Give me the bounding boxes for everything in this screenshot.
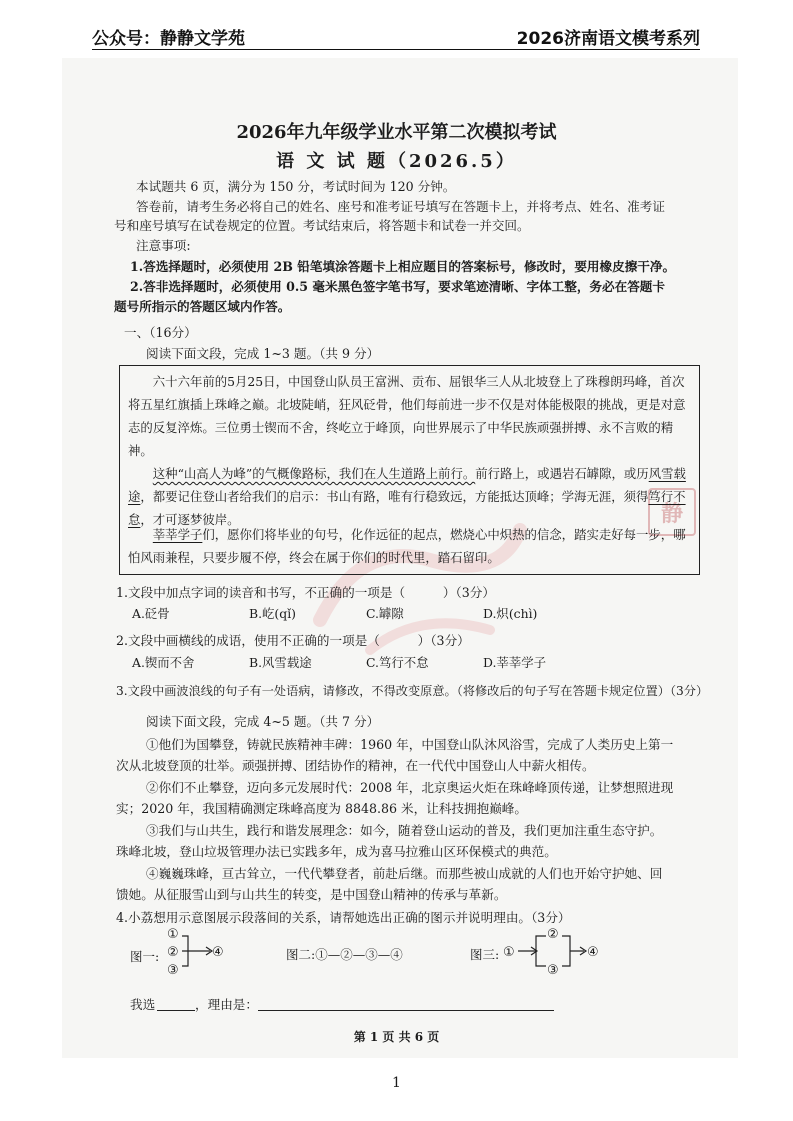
figure-3-label: 图三: (470, 947, 500, 962)
header-right: 2026济南语文模考系列 (516, 29, 700, 49)
rule-2b: 题号所指示的答题区域内作答。 (114, 299, 291, 314)
red-stamp: 静 (648, 488, 696, 536)
intro-line-2a: 答卷前，请考生务必将自己的姓名、座号和准考证号填写在答题卡上，并将考点、姓名、准考证 (136, 199, 665, 214)
option-d: D.炽(chì) (483, 606, 538, 621)
fig3-fork-arrow-icon (516, 928, 550, 974)
top-header (92, 24, 700, 50)
underlined-idiom-2: 风雪载途 (128, 466, 686, 504)
section-2-instruction: 阅读下面文段，完成 4~5 题。（共 7 分） (146, 714, 380, 729)
question-3-stem: 3.文段中画波浪线的句子有一处语病，请修改，不得改变原意。（将修改后的句子写在答题卡规定位置）（3分） (116, 684, 709, 698)
figure-1-label: 图一: (130, 949, 160, 964)
para-4b: 馈她。从征服雪山到与山共生的转变，是中国登山精神的传承与革新。 (116, 887, 507, 902)
fig1-node-1: ① (167, 927, 179, 942)
fig3-node-3: ③ (547, 963, 559, 978)
para-3b: 珠峰北坡，登山垃圾管理办法已实践多年，成为喜马拉雅山区环保模式的典范。 (116, 844, 557, 859)
fig3-node-1: ① (503, 945, 515, 960)
exam-title: 2026年九年级学业水平第二次模拟考试 (236, 122, 557, 143)
para-2a: ②你们不止攀登，迈向多元发展时代：2008 年，北京奥运火炬在珠峰峰顶传递，让梦想照进现 (146, 780, 674, 795)
underlined-idiom-4: 莘莘学子 (152, 527, 203, 542)
fig1-node-2: ② (167, 945, 179, 960)
question-4-stem: 4.小荔想用示意图展示段落间的关系，请帮她选出正确的图示并说明理由。（3分） (116, 910, 571, 925)
fig3-merge-arrow-icon (562, 928, 588, 974)
para-4a: ④巍巍珠峰，亘古耸立，一代代攀登者，前赴后继。而那些被山成就的人们也开始守护她、回 (146, 866, 663, 881)
para-1b: 次从北坡登顶的壮举。顽强拼搏、团结协作的精神，在一代代中国登山人中薪火相传。 (116, 758, 595, 773)
section-1-instruction: 阅读下面文段，完成 1~3 题。（共 9 分） (146, 346, 380, 361)
rule-2a: 2.答非选择题时，必须使用 0.5 毫米黑色签字笔书写，要求笔迹清晰、字体工整，务必在答题卡 (130, 279, 665, 294)
intro-line-2b: 号和座号填写在试卷规定的位置。考试结束后，将答题卡和试卷一并交回。 (114, 218, 530, 233)
question-1-stem: 1.文段中加点字词的读音和书写，不正确的一项是（ ）（3分） (116, 585, 495, 600)
passage-paragraph-3: 莘莘学子们，愿你们将毕业的句号，化作远征的起点，燃烧心中炽热的信念，踏实走好每一步，哪怕风雨兼程，只要步履不停，终会在属于你们的时代里，踏石留印。 (128, 527, 686, 565)
option-b: B.屹(qǐ) (249, 606, 296, 621)
fig3-node-4: ④ (587, 945, 599, 960)
rule-1: 1.答选择题时，必须使用 2B 铅笔填涂答题卡上相应题目的答案标号，修改时，要用橡皮擦干净。 (130, 259, 676, 274)
section-1-heading: 一、（16分） (124, 325, 197, 340)
page-number: 1 (392, 1075, 401, 1091)
option-d: D.莘莘学子 (483, 655, 546, 670)
fig1-node-3: ③ (167, 963, 179, 978)
exam-subtitle: 语 文 试 题（2026.5） (276, 151, 517, 172)
option-a: A.锲而不舍 (132, 655, 195, 670)
para-3a: ③我们与山共生，践行和谐发展理念：如今，随着登山运动的普及，我们更加注重生态守护。 (146, 823, 663, 838)
answer-mid: ，理由是： (195, 997, 258, 1012)
para-1a: ①他们为国攀登，铸就民族精神丰碑：1960 年，中国登山队沐风浴雪，完成了人类历史上第一 (146, 737, 674, 752)
fig1-bracket-arrow-icon (180, 928, 214, 974)
answer-prefix: 我选 (130, 997, 156, 1012)
option-c: C.笃行不怠 (366, 655, 429, 670)
option-a: A.砭骨 (132, 606, 170, 621)
para-2b: 实；2020 年，我国精确测定珠峰高度为 8848.86 米，让科技拥抱巅峰。 (116, 801, 527, 816)
reason-blank[interactable] (258, 1010, 554, 1011)
notice-heading: 注意事项: (136, 238, 191, 253)
question-1-options (132, 604, 600, 622)
passage-paragraph-2: 这种“山高人为峰”的气概像路标，我们在人生道路上前行。前行路上，或遇岩石罅隙，或历风雪载途，都要记住登山者给我们的启示：书山有路，唯有行稳致远，方能抵达顶峰；学海无涯，须得笃行不怠，才可逐梦彼岸。 (128, 466, 686, 527)
underlined-idiom-3: 笃行不怠 (128, 489, 686, 527)
intro-line-1: 本试题共 6 页，满分为 150 分，考试时间为 120 分钟。 (136, 179, 456, 194)
fig1-node-4: ④ (212, 945, 224, 960)
option-b: B.风雪载途 (249, 655, 312, 670)
option-c: C.罅隙 (366, 606, 404, 621)
fig3-node-2: ② (547, 927, 559, 942)
header-left: 公众号：静静文学苑 (92, 29, 245, 49)
question-2-stem: 2.文段中画横线的成语，使用不正确的一项是（ ）（3分） (116, 633, 470, 648)
question-2-options (132, 653, 600, 671)
reading-passage-box (119, 365, 700, 575)
passage-paragraph-1: 六十六年前的5月25日，中国登山队员王富洲、贡布、屈银华三人从北坡登上了珠穆朗玛峰，首次将五星红旗插上珠峰之巅。北坡陡峭，狂风砭骨，他们每前进一步不仅是对体能极限的挑战，更是对意志的反复淬炼。三位勇士锲而不舍，终屹立于峰顶，向世界展示了中华民族顽强拼搏、永不言败的精神。 (128, 374, 686, 458)
wavy-underlined-sentence: 这种“山高人为峰”的气概像路标，我们在人生道路上前行。 (152, 466, 476, 481)
figure-2-label: 图二:①—②—③—④ (286, 947, 403, 962)
choice-blank[interactable] (157, 1010, 195, 1011)
page-info: 第 1 页 共 6 页 (353, 1030, 440, 1044)
